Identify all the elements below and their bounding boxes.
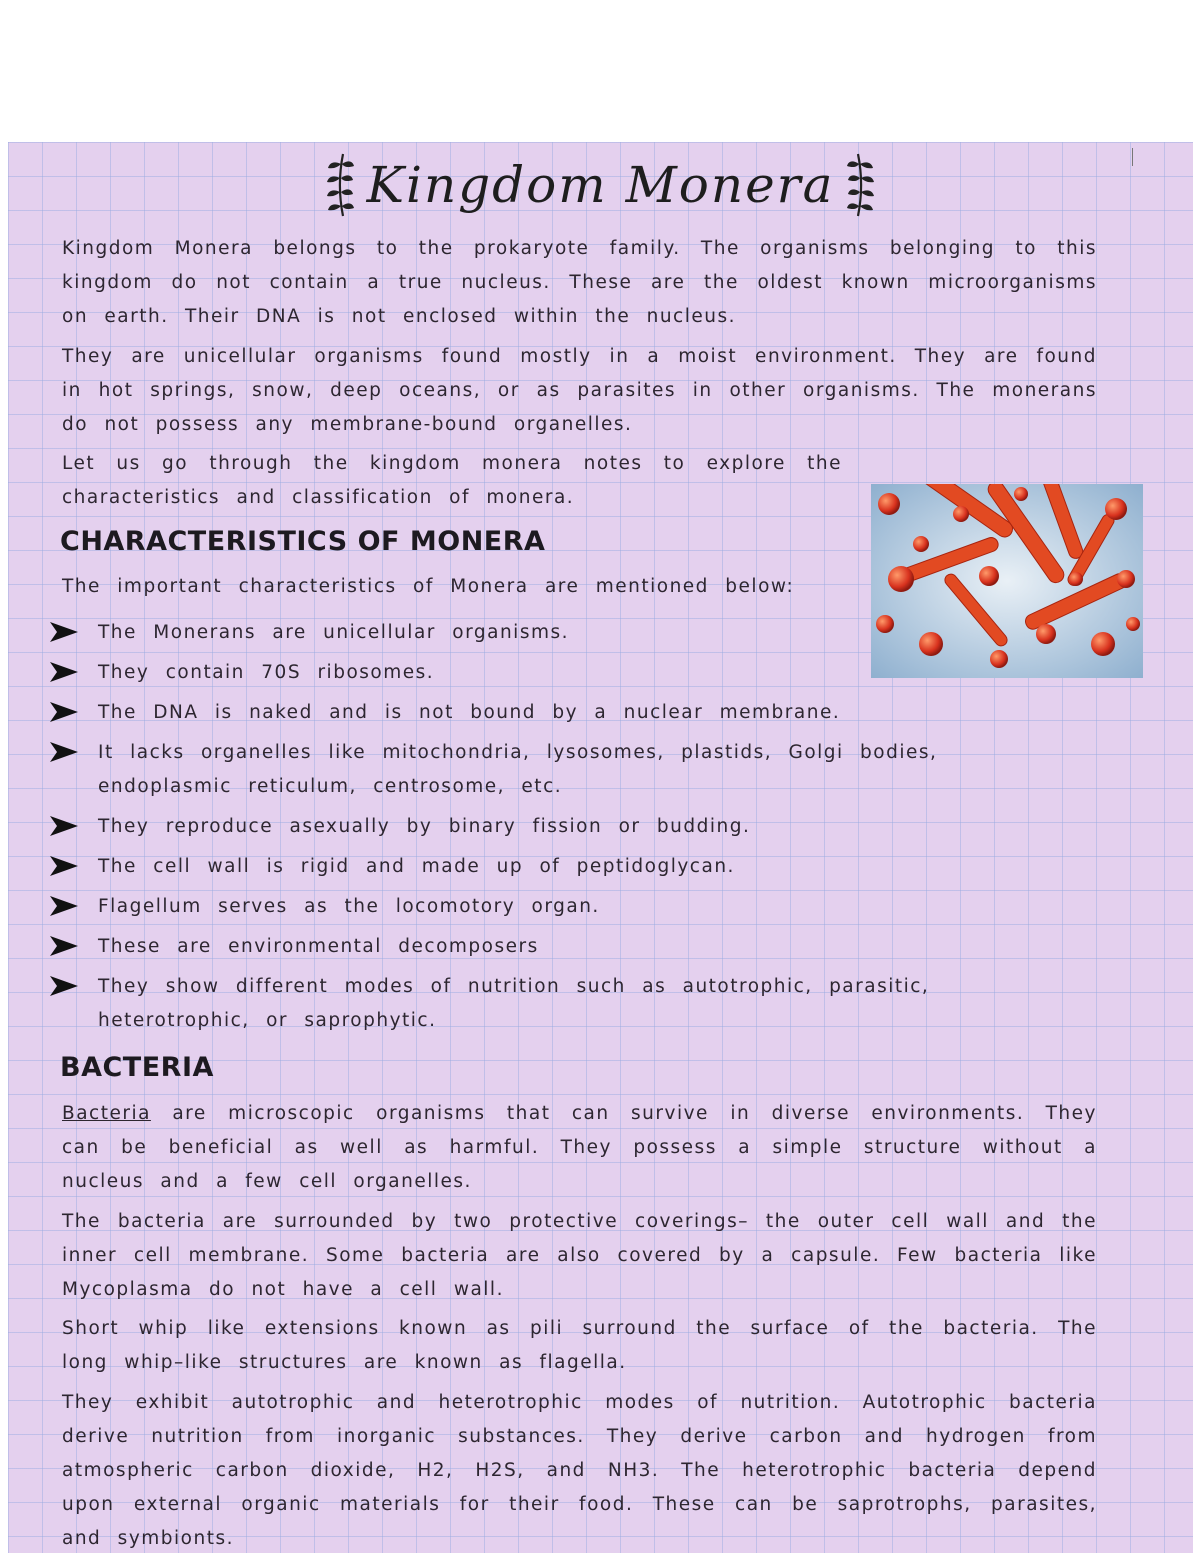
arrow-bullet-icon — [48, 700, 80, 724]
characteristics-list — [48, 616, 1058, 1044]
list-item: They show different modes of nutrition such as autotrophic, parasitic, heterotrophic, or saprophytic. — [48, 970, 1058, 1038]
bacteria-paragraph-2: The bacteria are surrounded by two protective coverings– the outer cell wall and the inner cell membrane. Some bacteria are also covered by a capsule. Few bacteria like Mycoplasma do not have a cell wall. — [62, 1211, 1097, 1300]
bacteria-paragraph-1: Bacteria are microscopic organisms that can survive in diverse environments. They can be beneficial as well as harmful. They possess a simple structure without a nucleus and a few cell organelles. — [62, 1103, 1097, 1192]
title-banner — [8, 144, 1193, 226]
arrow-bullet-icon — [48, 934, 80, 958]
list-item: They reproduce asexually by binary fission or budding. — [48, 810, 1058, 844]
list-item: Flagellum serves as the locomotory organ. — [48, 890, 1058, 924]
list-item: The DNA is naked and is not bound by a nuclear membrane. — [48, 696, 1058, 730]
left-sprig-icon — [323, 150, 357, 220]
bacteria-term: Bacteria — [62, 1103, 151, 1124]
intro-paragraph-1: Kingdom Monera belongs to the prokaryote family. The organisms belonging to this kingdom do not contain a true nucleus. These are the oldest known microorganisms on earth. Their DNA is not enclosed within the nucleus. — [62, 238, 1097, 327]
bacteria-paragraph-3: Short whip like extensions known as pili surround the surface of the bacteria. The long whip–like structures are known as flagella. — [62, 1318, 1097, 1373]
arrow-bullet-icon — [48, 974, 80, 998]
list-item: They contain 70S ribosomes. — [48, 656, 1058, 690]
characteristics-lead: The important characteristics of Monera are mentioned below: — [62, 576, 795, 597]
list-item: The cell wall is rigid and made up of peptidoglycan. — [48, 850, 1058, 884]
characteristics-heading: CHARACTERISTICS OF MONERA — [60, 526, 546, 557]
bacteria-heading: BACTERIA — [60, 1052, 214, 1083]
arrow-bullet-icon — [48, 814, 80, 838]
arrow-bullet-icon — [48, 660, 80, 684]
intro-paragraph-2: They are unicellular organisms found mostly in a moist environment. They are found in hot springs, snow, deep oceans, or as parasites in other organisms. The monerans do not possess any membrane-bound organelles. — [62, 346, 1097, 435]
notes-page — [8, 142, 1193, 1553]
arrow-bullet-icon — [48, 740, 80, 764]
arrow-bullet-icon — [48, 894, 80, 918]
list-item: It lacks organelles like mitochondria, lysosomes, plastids, Golgi bodies, endoplasmic reticulum, centrosome, etc. — [48, 736, 1058, 804]
right-sprig-icon — [844, 150, 878, 220]
arrow-bullet-icon — [48, 620, 80, 644]
bacteria-paragraph-4: They exhibit autotrophic and heterotrophic modes of nutrition. Autotrophic bacteria derive nutrition from inorganic substances. They derive carbon and hydrogen from atmospheric carbon dioxide, H2, H2S, and NH3. The heterotrophic bacteria depend upon external organic materials for their food. These can be saprotrophs, parasites, and symbionts. — [62, 1392, 1097, 1549]
list-item: These are environmental decomposers — [48, 930, 1058, 964]
page-title: Kingdom Monera — [366, 156, 835, 214]
arrow-bullet-icon — [48, 854, 80, 878]
intro-paragraph-3: Let us go through the kingdom monera notes to explore the characteristics and classification of monera. — [62, 453, 842, 508]
list-item: The Monerans are unicellular organisms. — [48, 616, 1058, 650]
